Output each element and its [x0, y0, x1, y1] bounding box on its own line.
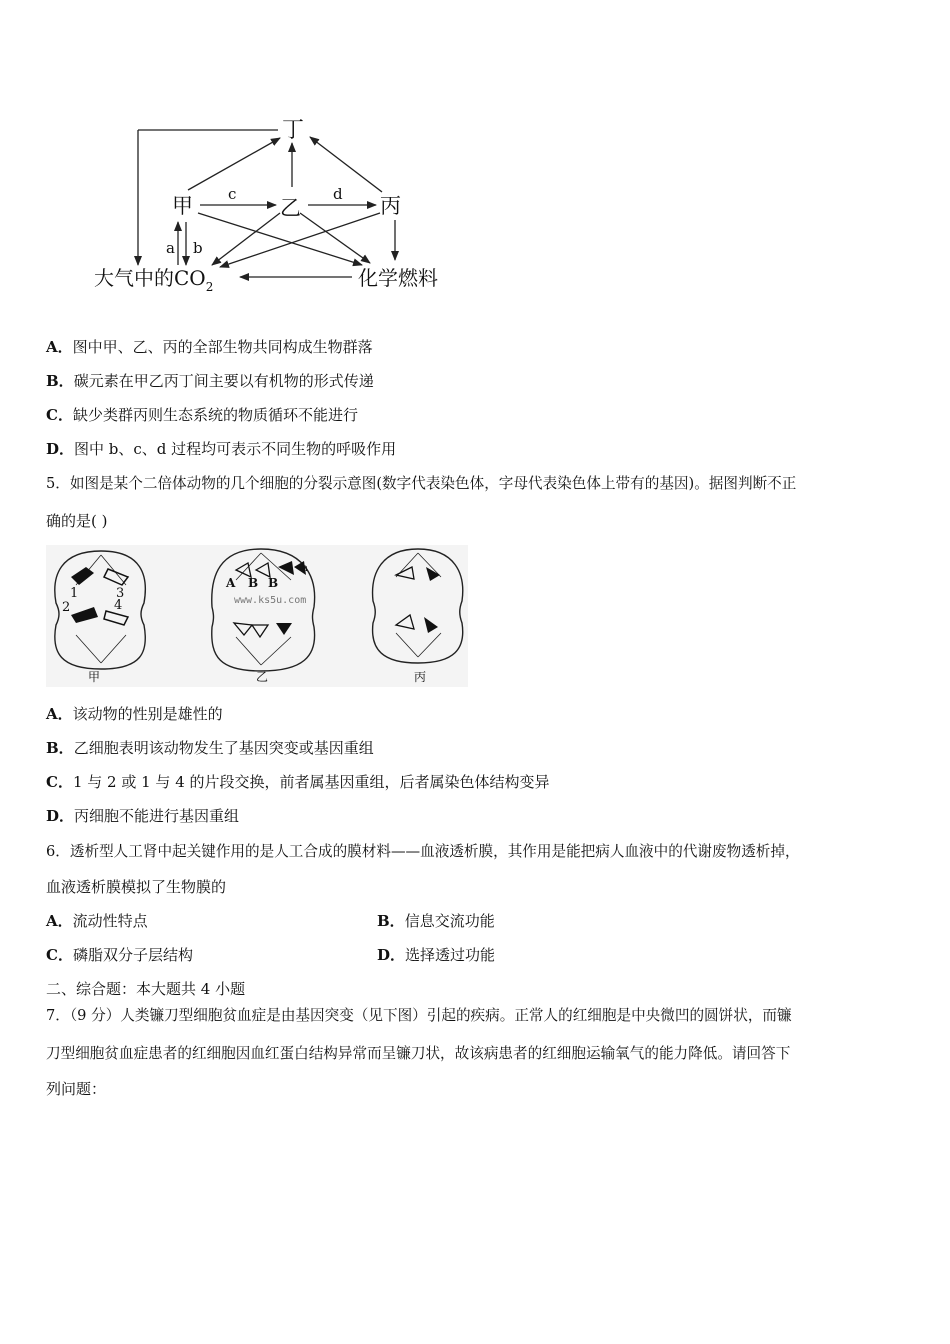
option-key: D．: [46, 440, 75, 458]
q4-option-d[interactable]: [46, 438, 396, 459]
carbon-cycle-diagram: [80, 105, 480, 305]
q7-line1: 7．（9 分）人类镰刀型细胞贫血症是由基因突变（见下图）引起的疾病。正常人的红细胞是中央微凹的圆饼状，而镰: [46, 1007, 792, 1024]
option-key: C．: [46, 946, 73, 964]
option-text: 选择透过功能: [405, 946, 496, 964]
q5-option-b[interactable]: [46, 737, 374, 758]
q6-option-c[interactable]: [46, 944, 193, 965]
option-key: D．: [46, 807, 75, 825]
q5-option-c[interactable]: [46, 771, 550, 792]
label-a: a: [166, 239, 175, 257]
node-ding: 丁: [282, 118, 305, 143]
label-cell-yi: 乙: [256, 670, 269, 684]
label-gene-B1: B: [248, 576, 259, 590]
option-text: 图中甲、乙、丙的全部生物共同构成生物群落: [72, 338, 373, 356]
option-text: 缺少类群丙则生态系统的物质循环不能进行: [72, 406, 358, 424]
label-c: c: [228, 185, 237, 203]
node-co2: 大气中的$CO_2$: [94, 266, 214, 294]
option-text: 1 与 2 或 1 与 4 的片段交换，前者属基因重组，后者属染色体结构变异: [72, 773, 550, 791]
q6-stem-line1: 6．透析型人工肾中起关键作用的是人工合成的膜材料——血液透析膜，其作用是能把病人血液中的代谢废物透析掉，: [46, 843, 800, 860]
q4-option-b[interactable]: [46, 370, 374, 391]
q5-option-a[interactable]: [46, 703, 223, 724]
option-text: 图中 b、c、d 过程均可表示不同生物的呼吸作用: [74, 440, 397, 458]
cell-division-figure: [46, 545, 468, 687]
q7-line2: 刀型细胞贫血症患者的红细胞因血红蛋白结构异常而呈镰刀状，故该病患者的红细胞运输氧气的能力降低。请回答下: [46, 1045, 791, 1062]
label-d: d: [333, 185, 343, 203]
label-b: b: [193, 239, 203, 257]
label-gene-B2: B: [268, 576, 279, 590]
section-heading: 二、综合题：本大题共 4 小题: [46, 980, 246, 998]
option-key: B．: [46, 739, 74, 757]
option-key: B．: [377, 912, 405, 930]
q6-option-a[interactable]: [46, 910, 148, 931]
q5-stem-line2: 确的是( ): [46, 512, 108, 530]
q5-option-d[interactable]: [46, 805, 239, 826]
label-gene-a: a: [302, 563, 308, 574]
label-chromosome-4: 4: [114, 598, 123, 613]
label-cell-bing: 丙: [414, 670, 427, 684]
label-chromosome-3: 3: [116, 586, 125, 601]
option-text: 乙细胞表明该动物发生了基因突变或基因重组: [73, 739, 374, 757]
option-text: 丙细胞不能进行基因重组: [74, 807, 240, 825]
q5-stem-line1: 5．如图是某个二倍体动物的几个细胞的分裂示意图(数字代表染色体，字母代表染色体上带有的基因)。据图判断不正: [46, 475, 797, 492]
q7-line3: 列问题：: [46, 1080, 107, 1098]
option-key: D．: [377, 946, 406, 964]
option-key: B．: [46, 372, 74, 390]
arrow-jia-ding: [188, 138, 280, 190]
arrow-bing-ding: [310, 137, 382, 192]
q4-option-a[interactable]: [46, 336, 373, 357]
option-text: 信息交流功能: [404, 912, 495, 930]
node-fuel: 化学燃料: [358, 266, 438, 290]
label-chromosome-2: 2: [62, 600, 71, 615]
option-key: A．: [46, 338, 73, 356]
option-text: 流动性特点: [72, 912, 148, 930]
option-key: A．: [46, 705, 73, 723]
label-chromosome-1: 1: [70, 586, 79, 601]
label-cell-jia: 甲: [88, 670, 101, 684]
q6-stem-line2: 血液透析膜模拟了生物膜的: [46, 878, 227, 896]
option-key: A．: [46, 912, 73, 930]
watermark: www.ks5u.com: [234, 595, 307, 606]
node-jia: 甲: [172, 194, 193, 218]
node-bing: 丙: [380, 194, 401, 218]
node-yi: 乙: [280, 196, 301, 220]
label-gene-A: A: [226, 576, 236, 590]
option-text: 碳元素在甲乙丙丁间主要以有机物的形式传递: [73, 372, 374, 390]
q6-option-b[interactable]: [377, 910, 495, 931]
option-key: C．: [46, 773, 73, 791]
q6-option-d[interactable]: [377, 944, 495, 965]
option-text: 磷脂双分子层结构: [72, 946, 193, 964]
option-key: C．: [46, 406, 73, 424]
q4-option-c[interactable]: [46, 404, 358, 425]
option-text: 该动物的性别是雄性的: [72, 705, 223, 723]
